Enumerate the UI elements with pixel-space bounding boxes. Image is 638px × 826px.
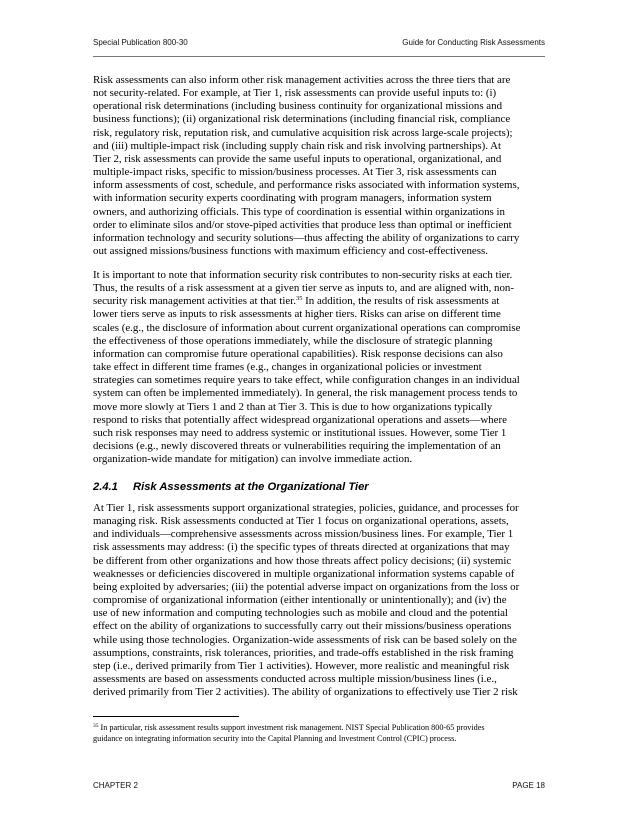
text-line: system can often be implemented immediately). In general, the risk management process tends to [93, 387, 518, 400]
footer-chapter: CHAPTER 2 [93, 781, 138, 790]
text-line: use of new information and computing technologies such as mobile and cloud and the potential [93, 607, 508, 620]
paragraph-security-risk [93, 269, 545, 466]
footnote-reference[interactable]: 35 [295, 295, 303, 303]
text-line: move more slowly at Tiers 1 and 2 than at Tier 3. This is due to how organizations typically [93, 400, 493, 413]
footnote-line [93, 722, 545, 733]
text-line: be different from other organizations and how those threats affect policy decisions; (ii) systemic [93, 554, 512, 567]
header-title: Guide for Conducting Risk Assessments [402, 38, 545, 47]
text-line-with-footnote-ref [93, 295, 545, 308]
section-number: 2.4.1 [93, 481, 118, 493]
text-line: respond to risks that potentially affect widespread organizational operations and assets—where [93, 413, 507, 426]
running-header [93, 38, 545, 47]
footnote [93, 722, 545, 744]
text-line: derived primarily from Tier 2 activities). The ability of organizations to effectively use Tier 2 risk [93, 686, 518, 699]
footnote-marker: 35 [93, 723, 99, 729]
text-line: effect on the ability of organizations to successfully carry out their missions/business operations [93, 620, 512, 633]
text-line: strategies can sometimes require years to take effect, while configuration changes in an individual [93, 374, 520, 387]
text-line: Risk assessments can also inform other risk management activities across the three tiers that are [93, 74, 511, 86]
text-line: owners, and authorizing officials. This type of coordination is essential within organizations in [93, 205, 505, 218]
text-line: lower tiers serve as inputs to risk assessments at higher tiers. Risks can arise on different time [93, 308, 501, 321]
text-line: organization-wide mandate for mitigation) can involve immediate action. [93, 453, 413, 466]
text-segment: security risk management activities at that tier. [93, 295, 296, 308]
text-line: information technology and security solutions—thus affecting the ability of organizations to carry [93, 231, 520, 244]
text-line: with information security experts coordinating with program managers, information system [93, 192, 492, 205]
text-line: scales (e.g., the disclosure of information about current organizational operations can compromise [93, 321, 521, 334]
text-line: not security-related. For example, at Tier 1, risk assessments can provide useful inputs to: (i) [93, 87, 497, 100]
footnote-rule [93, 716, 239, 717]
text-line: such risk responses may need to address systemic or institutional issues. However, some Tier 1 [93, 426, 507, 439]
text-line: multiple-impact risks, specific to mission/business processes. At Tier 3, risk assessments can [93, 166, 497, 179]
text-line: and individuals—comprehensive assessments across mission/business lines. For example, Tier 1 [93, 528, 514, 541]
text-line: information can compromise future operational capabilities). Risk response decisions can also [93, 347, 503, 360]
section-title: Risk Assessments at the Organizational Tier [133, 481, 369, 493]
header-rule [93, 56, 545, 57]
text-line: risk, regulatory risk, reputation risk, and cumulative acquisition risk across large-scale projects); [93, 126, 513, 139]
text-line: At Tier 1, risk assessments support organizational strategies, policies, guidance, and processes for [93, 502, 519, 514]
section-heading [93, 481, 369, 493]
running-footer [93, 781, 545, 790]
text-line: operational risk determinations (including business continuity for organizational missions and [93, 100, 503, 113]
text-line: risk assessments may address: (i) the specific types of threats directed at organizations that may [93, 541, 510, 554]
footer-page-number: PAGE 18 [512, 781, 545, 790]
text-line: out assigned missions/business functions with maximum efficiency and cost-effectiveness. [93, 245, 488, 258]
text-segment: In addition, the results of risk assessments at [302, 295, 500, 308]
paragraph-risk-inform [93, 74, 545, 258]
text-line: compromise of organizational information (either intentionally or unintentionally); and (iv) the [93, 594, 507, 607]
text-line: being exploited by adversaries; (iii) the potential adverse impact on organizations from the loss or [93, 580, 520, 593]
text-line: and (iii) multiple-impact risk (including supply chain risk and risk involving partnerships). At [93, 139, 502, 152]
paragraph-tier1 [93, 502, 545, 699]
text-line: while using those technologies. Organization-wide assessments of risk can be based solely on the [93, 633, 517, 646]
footnote-line: guidance on integrating information security into the Capital Planning and Investment Control (CPIC) process. [93, 734, 457, 743]
text-line: business functions); (ii) organizational risk determinations (including financial risk, compliance [93, 113, 511, 126]
text-line: assumptions, constraints, risk tolerances, priorities, and trade-offs established in the risk framing [93, 646, 514, 659]
text-line: take effect in different time frames (e.g., changes in organizational policies or investment [93, 361, 482, 374]
text-line: managing risk. Risk assessments conducted at Tier 1 focus on organizational operations, assets, [93, 515, 509, 528]
text-line: weaknesses or deficiencies discovered in multiple organizational information systems capable of [93, 567, 515, 580]
text-line: order to eliminate silos and/or stove-piped activities that produce less than optimal or inefficient [93, 218, 512, 231]
text-line: step (i.e., derived primarily from Tier 1 activities). However, more realistic and meaningful risk [93, 659, 510, 672]
text-line: Tier 2, risk assessments can provide the same useful inputs to operational, organizational, and [93, 152, 502, 165]
text-line: assessments are based on assessments conducted across multiple mission/business lines (i.e., [93, 673, 497, 686]
text-line: decisions (e.g., newly discovered threats or vulnerabilities requiring the implementation of an [93, 440, 501, 453]
text-line: the effectiveness of those operations immediately, while the disclosure of strategic planning [93, 334, 493, 347]
text-line: It is important to note that information security risk contributes to non-security risks at each tier. [93, 269, 513, 281]
text-line: Thus, the results of a risk assessment at a given tier serve as inputs to, and are aligned with, non- [93, 282, 515, 295]
header-publication: Special Publication 800-30 [93, 38, 188, 47]
text-line: inform assessments of cost, schedule, and performance risks associated with information systems, [93, 179, 520, 192]
footnote-text: In particular, risk assessment results support investment risk management. NIST Special Publication 800-65 provides [98, 723, 485, 732]
